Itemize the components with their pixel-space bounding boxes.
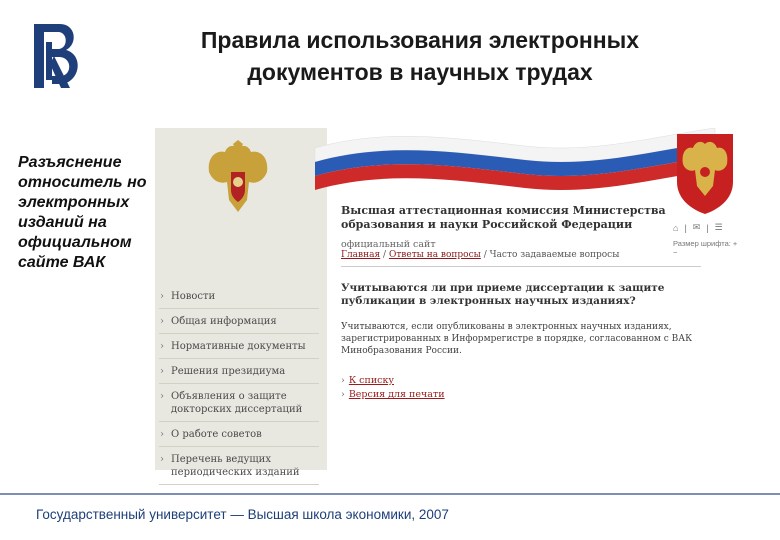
coat-of-arms-icon xyxy=(203,142,273,216)
slide-title xyxy=(120,24,720,88)
home-icon[interactable]: ⌂ xyxy=(673,222,679,233)
faq-question: Учитываются ли при приеме диссертации к защите публикации в электронных научных изданиях? xyxy=(341,282,665,307)
site-header-title: Высшая аттестационная комиссия Министерства образования и науки Российской Федерации xyxy=(341,204,666,231)
back-to-list-link[interactable]: › К списку xyxy=(341,375,395,386)
nav-item-general-info[interactable]: › Общая информация xyxy=(159,313,319,334)
nav-item-regulations[interactable]: › Нормативные документы xyxy=(159,338,319,359)
hse-logo xyxy=(30,22,85,90)
nav-item-periodicals-list[interactable]: › Перечень ведущих периодических изданий xyxy=(159,451,319,485)
nav-item-news[interactable]: › Новости xyxy=(159,288,319,309)
nav-item-presidium-decisions[interactable]: › Решения президиума xyxy=(159,363,319,384)
site-label: официальный сайт xyxy=(341,239,436,250)
divider xyxy=(341,266,701,267)
faq-answer: Учитываются, если опубликованы в электронных научных изданиях, зарегистрированных в Информрегистре в порядке, согласованном с ВАК Минобразования России. xyxy=(341,322,693,356)
title-line-1: Правила использования электронных xyxy=(200,27,640,53)
red-coat-of-arms-icon xyxy=(673,130,737,214)
breadcrumb-faq[interactable]: Ответы на вопросы xyxy=(388,250,481,260)
font-size-control[interactable]: Размер шрифта: + − xyxy=(673,239,738,257)
mail-icon[interactable]: ✉ xyxy=(692,222,701,232)
site-nav-menu xyxy=(159,288,319,489)
breadcrumb: Главная / Ответы на вопросы / Часто задаваемые вопросы xyxy=(341,250,620,260)
map-icon[interactable]: ☰ xyxy=(714,222,723,232)
nav-item-councils[interactable]: › О работе советов xyxy=(159,426,319,447)
side-caption: Разъяснение относитель но электронных изданий на официальном сайте ВАК xyxy=(18,154,147,271)
page-links xyxy=(341,374,445,402)
nav-item-defense-announcements[interactable]: › Объявления о защите докторских диссертаций xyxy=(159,388,319,422)
footer-divider xyxy=(0,493,780,495)
slide-footer: Государственный университет — Высшая школа экономики, 2007 xyxy=(36,507,449,522)
breadcrumb-current: Часто задаваемые вопросы xyxy=(489,250,620,260)
vak-site-screenshot xyxy=(155,128,745,478)
title-line-2: документов в научных трудах xyxy=(247,59,593,85)
flag-banner xyxy=(305,128,715,198)
breadcrumb-home[interactable]: Главная xyxy=(341,250,381,260)
site-tools: ⌂ | ✉ | ☰ Размер шрифта: + − xyxy=(673,222,743,257)
site-sidebar xyxy=(155,128,327,478)
print-version-link[interactable]: › Версия для печати xyxy=(341,389,445,400)
